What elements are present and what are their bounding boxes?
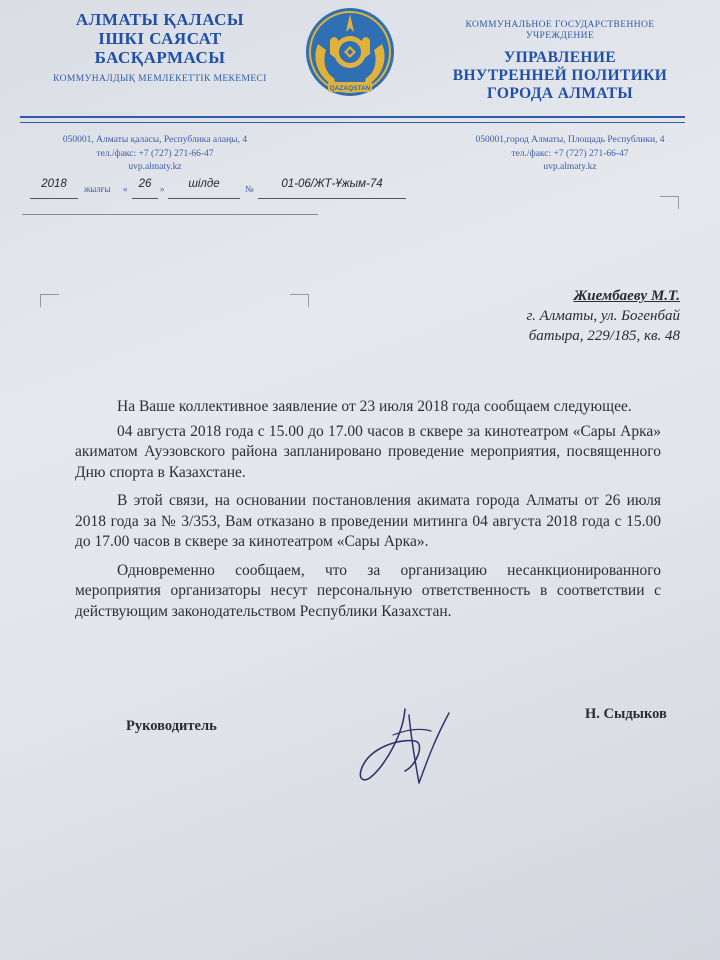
address-line: тел./факс: +7 (727) 271-66-47 (511, 148, 629, 159)
address-line: 050001, Алматы қаласы, Республика алаңы, 4 (62, 135, 248, 145)
reg-number: 01-06/ЖТ-Ұжым-74 (258, 178, 406, 199)
reg-month: шілде (168, 178, 240, 199)
ru-title-line: УПРАВЛЕНИЕ (503, 49, 617, 66)
ru-address-block (440, 134, 700, 175)
kz-org-subtitle: КОММУНАЛДЫҚ МЕМЛЕКЕТТІК МЕКЕМЕСІ (53, 74, 267, 84)
recipient-name: Жиембаеву М.Т. (573, 288, 680, 304)
reg-year-suffix: жылғы (84, 184, 111, 194)
ru-title-line: ГОРОДА АЛМАТЫ (487, 85, 633, 102)
handwritten-signature-icon (345, 705, 465, 795)
address-line: тел./факс: +7 (727) 271-66-47 (96, 148, 214, 159)
signatory-name: Н. Сыдыков (585, 706, 667, 722)
reg-number-sign: № (245, 184, 254, 194)
kz-title-line: АЛМАТЫ ҚАЛАСЫ (75, 10, 245, 29)
body-paragraph: 04 августа 2018 года с 15.00 до 17.00 часов в сквере за кинотеатром «Сары Арка» акиматом Ауэзовского района запланировано проведение мероприятия, посвященного Дню спорта в Казахстане. (75, 422, 661, 481)
reg-day: 26 (132, 178, 158, 199)
corner-mark (290, 294, 309, 307)
ru-org-title (440, 49, 680, 103)
state-emblem-icon (300, 4, 400, 104)
ru-title-line: ВНУТРЕННЕЙ ПОЛИТИКИ (452, 67, 668, 84)
corner-mark (40, 294, 59, 307)
blank-line (22, 214, 318, 215)
corner-mark (660, 196, 679, 209)
header-divider (20, 116, 685, 123)
reg-year: 2018 (30, 178, 78, 199)
recipient-address: батыра, 229/185, кв. 48 (528, 328, 680, 344)
address-line: 050001,город Алматы, Площадь Республики, 4 (475, 135, 665, 145)
reg-day-close-quote: » (160, 184, 165, 194)
kz-address-block (30, 134, 280, 175)
kz-title-line: БАСҚАРМАСЫ (94, 48, 226, 67)
kz-org-title (40, 10, 280, 67)
signatory-title: Руководитель (126, 718, 217, 734)
address-line: uvp.almaty.kz (543, 162, 597, 172)
body-paragraph: В этой связи, на основании постановления акимата города Алматы от 26 июля 2018 года за № 3/353, Вам отказано в проведении митинга 04 августа 2018 года с 15.00 до 17.00 часов в сквере за кинотеатром «Сары Арка». (75, 492, 661, 550)
address-line: uvp.almaty.kz (128, 162, 182, 172)
body-paragraph: На Ваше коллективное заявление от 23 июля 2018 года сообщаем следующее. (117, 398, 632, 415)
reg-day-open-quote: « (123, 184, 128, 194)
ru-org-subtitle: КОММУНАЛЬНОЕ ГОСУДАРСТВЕННОЕ УЧРЕЖДЕНИЕ (465, 20, 655, 41)
recipient-block (470, 286, 680, 346)
recipient-address: г. Алматы, ул. Богенбай (526, 308, 680, 324)
body-paragraph: Одновременно сообщаем, что за организацию несанкционированного мероприятия организаторы несут персональную ответственность в соответствии с действующим законодательством Республики Казахстан. (75, 561, 661, 620)
emblem-text: QAZAQSTAN (329, 85, 371, 92)
letter-body (75, 397, 661, 626)
kz-title-line: ІШКІ САЯСАТ (98, 29, 222, 48)
